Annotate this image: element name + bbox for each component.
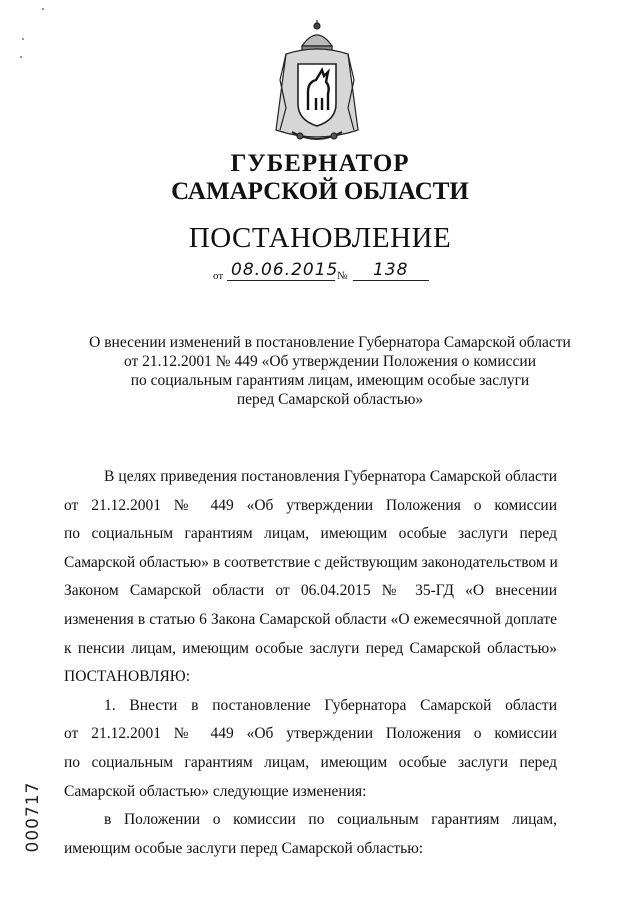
body-line: по социальным гарантиям лицам, имеющим особые заслуги перед (64, 753, 557, 771)
date-number-line (213, 262, 453, 284)
body-line: изменения в статью 6 Закона Самарской области «О ежемесячной доплате (64, 610, 557, 628)
body-line: по социальным гарантиям лицам, имеющим особые заслуги перед (64, 525, 557, 543)
body-line: Законом Самарской области от 06.04.2015 № 35-ГД «О внесении (64, 582, 557, 600)
body-line: от 21.12.2001 № 449 «Об утверждении Положения о комиссии (64, 496, 557, 514)
scan-speck (42, 8, 44, 10)
document-subject (60, 333, 600, 409)
body-line: от 21.12.2001 № 449 «Об утверждении Положения о комиссии (64, 725, 557, 743)
subject-line: О внесении изменений в постановление Губернатора Самарской области (89, 334, 571, 351)
coat-of-arms-emblem (272, 20, 362, 148)
subject-line: от 21.12.2001 № 449 «Об утверждении Положения о комиссии (123, 353, 537, 370)
date-value: 08.06.2015 (231, 260, 339, 280)
date-underline (227, 280, 335, 281)
scan-speck (22, 38, 24, 40)
number-value: 138 (373, 260, 409, 280)
body-line: ПОСТАНОВЛЯЮ: (64, 668, 191, 686)
number-underline (353, 280, 429, 281)
body-line: имеющим особые заслуги перед Самарской областью: (64, 839, 424, 857)
emblem-icon (272, 20, 362, 148)
registration-stamp (18, 782, 48, 862)
subject-line: по социальным гарантиям лицам, имеющим особые заслуги (130, 372, 530, 389)
document-type: ПОСТАНОВЛЕНИЕ (188, 222, 452, 254)
issuer-title: ГУБЕРНАТОР (230, 150, 410, 177)
number-label: № (337, 270, 348, 282)
date-label: от (213, 270, 224, 282)
body-line: Самарской областью» в соответствие с действующим законодательством и (64, 553, 558, 571)
issuer-region: САМАРСКОЙ ОБЛАСТИ (171, 178, 469, 205)
body-line: 1. Внести в постановление Губернатора Самарской области (104, 696, 557, 714)
document-body (64, 463, 557, 863)
body-line: в Положении о комиссии по социальным гарантиям лицам, (104, 811, 557, 829)
subject-line: перед Самарской областью» (236, 391, 424, 408)
scan-speck (20, 56, 22, 58)
body-line: Самарской областью» следующие изменения: (64, 782, 367, 800)
stamp-number: 000717 (23, 781, 43, 853)
body-line: к пенсии лицам, имеющим особые заслуги перед Самарской областью» (64, 639, 557, 657)
body-line: В целях приведения постановления Губернатора Самарской области (104, 468, 557, 485)
